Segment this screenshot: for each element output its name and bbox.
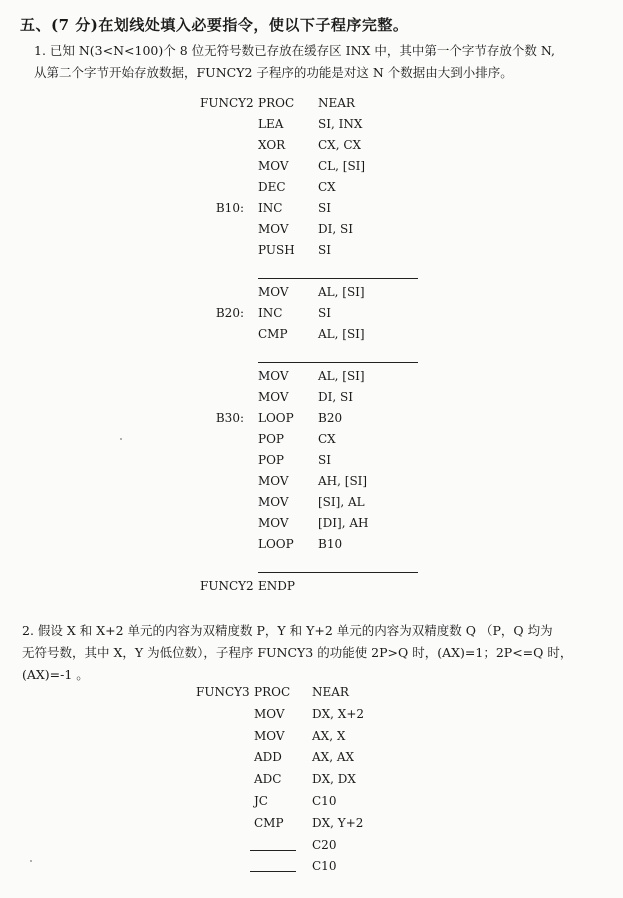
question-2-line-2: 无符号数，其中 X，Y 为低位数），子程序 FUNCY3 的功能使 2P>Q 时，(AX)=1；2P<=Q 时， [22, 645, 573, 660]
code-line [196, 772, 512, 792]
code-label: B20: [215, 306, 244, 320]
code-opcode: ENDP [258, 579, 295, 593]
code-line [200, 159, 518, 179]
code-opcode: MOV [258, 390, 289, 404]
code-operand: CX [318, 180, 336, 194]
code-line [200, 537, 518, 557]
code-operand: DI, SI [318, 390, 353, 404]
code-line [196, 685, 512, 705]
section-heading: 五、(7 分)在划线处填入必要指令，使以下子程序完整。 [20, 16, 409, 34]
code-line [200, 327, 518, 347]
code-line [200, 285, 518, 305]
code-operand: C10 [312, 794, 337, 808]
code-label: B10: [215, 201, 244, 215]
code-line [200, 411, 518, 431]
code-opcode: POP [258, 453, 284, 467]
code-operand: SI [318, 201, 331, 215]
code-line [200, 432, 518, 452]
answer-blank [258, 572, 418, 573]
code-operand: AH, [SI] [318, 474, 368, 488]
question-1-line-1: 1. 已知 N(3<N<100)个 8 位无符号数已存放在缓存区 INX 中，其中第一个字节存放个数 N, [34, 43, 555, 58]
code-line [200, 516, 518, 536]
code-line [200, 201, 518, 221]
code-opcode: PROC [258, 96, 295, 110]
code-operand: CX [318, 432, 336, 446]
code-opcode: PUSH [258, 243, 295, 257]
question-2-line-3: (AX)=-1 。 [22, 667, 89, 682]
question-2-text [22, 620, 572, 686]
code-line [196, 750, 512, 770]
code-opcode: MOV [258, 159, 289, 173]
answer-blank [258, 362, 418, 363]
code-line [196, 729, 512, 749]
question-2-line-1: 2. 假设 X 和 X+2 单元的内容为双精度数 P，Y 和 Y+2 单元的内容为双精度数 Q （P，Q 均为 [22, 623, 553, 638]
code-line [200, 222, 518, 242]
code-line [196, 838, 512, 858]
code-line [200, 243, 518, 263]
code-line [200, 180, 518, 200]
code-opcode: MOV [254, 706, 285, 721]
code-line [200, 495, 518, 515]
code-opcode: MOV [258, 222, 289, 236]
code-operand: AL, [SI] [318, 369, 365, 383]
code-opcode: XOR [258, 138, 286, 152]
code-line [196, 794, 512, 814]
code-opcode: CMP [258, 327, 288, 341]
code-operand: B10 [318, 537, 343, 551]
code-operand: [DI], AH [318, 516, 369, 530]
answer-blank [258, 278, 418, 279]
code-line [200, 96, 518, 116]
code-opcode: PROC [254, 685, 291, 699]
code-operand: AL, [SI] [318, 285, 365, 299]
code-operand: AX, X [312, 728, 346, 743]
code-operand: DX, Y+2 [312, 815, 364, 830]
scan-speck [30, 860, 32, 862]
code-line [200, 474, 518, 494]
code-operand: B20 [318, 411, 343, 425]
code-operand: CX, CX [318, 138, 362, 152]
code-opcode: INC [258, 201, 283, 215]
code-opcode: CMP [254, 815, 284, 830]
code-opcode: MOV [258, 474, 289, 488]
code-operand: NEAR [312, 685, 349, 699]
code-opcode: MOV [258, 495, 289, 509]
code-operand: SI [318, 243, 331, 257]
code-opcode: MOV [254, 728, 285, 743]
code-opcode: MOV [258, 285, 289, 299]
code-operand: NEAR [318, 96, 355, 110]
answer-blank [250, 850, 296, 851]
code-operand: AL, [SI] [318, 327, 365, 341]
code-line [200, 390, 518, 410]
question-1-line-2: 从第二个字节开始存放数据，FUNCY2 子程序的功能是对这 N 个数据由大到小排序。 [34, 65, 513, 80]
code-line [200, 306, 518, 326]
code-line [200, 453, 518, 473]
code-opcode: ADC [254, 772, 282, 787]
code-operand: DX, X+2 [312, 706, 365, 721]
code-opcode: POP [258, 432, 284, 446]
code-operand: C20 [312, 837, 337, 852]
code-line [196, 816, 512, 836]
question-1-text [34, 40, 555, 84]
code-operand: SI [318, 453, 331, 467]
code-line [200, 138, 518, 158]
code-operand: SI [318, 306, 331, 320]
code-operand: AX, AX [312, 750, 355, 765]
code-opcode: MOV [258, 516, 289, 530]
code-opcode: LOOP [258, 537, 294, 551]
code-label: FUNCY2 [200, 96, 254, 110]
code-line [196, 707, 512, 727]
code-line [200, 369, 518, 389]
code-operand: C10 [312, 859, 337, 874]
code-opcode: INC [258, 306, 283, 320]
code-operand: SI, INX [318, 117, 363, 131]
code-line [200, 579, 518, 599]
code-operand: DX, DX [312, 772, 356, 787]
code-label: FUNCY2 [200, 579, 254, 593]
code-operand: DI, SI [318, 222, 353, 236]
code-opcode: MOV [258, 369, 289, 383]
code-opcode: JC [254, 794, 268, 808]
code-operand: CL, [SI] [318, 159, 366, 173]
scan-speck [120, 438, 122, 440]
code-label: B30: [215, 411, 244, 425]
code-opcode: DEC [258, 180, 286, 194]
code-label: FUNCY3 [196, 685, 250, 699]
code-opcode: LOOP [258, 411, 294, 425]
code-line [200, 117, 518, 137]
answer-blank [250, 871, 296, 872]
code-opcode: LEA [258, 117, 284, 131]
code-operand: [SI], AL [318, 495, 365, 509]
code-opcode: ADD [254, 750, 282, 765]
code-line [196, 859, 512, 879]
